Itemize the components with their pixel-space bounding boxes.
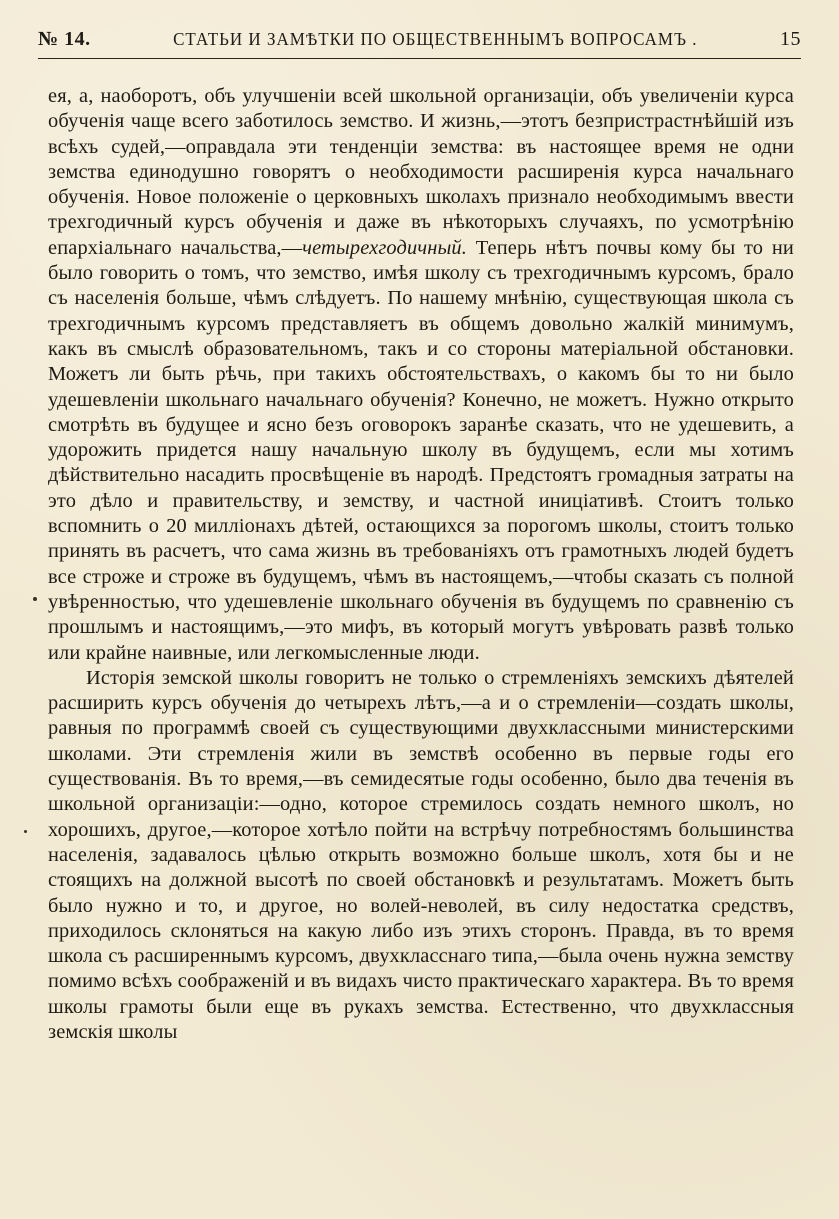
- issue-number: № 14.: [38, 28, 91, 50]
- paragraph-text-end: Теперь нѣтъ почвы кому бы то ни было говорить о томъ, что земство, имѣя школу съ трехгодичнымъ курсомъ, брало съ населенія больше, чѣмъ слѣдуетъ. По нашему мнѣнію, существующая школа съ трехгодичнымъ курсомъ представляетъ въ общемъ довольно жалкій минимумъ, какъ въ смыслѣ образовательномъ, такъ и со стороны матеріальной обстановки. Можетъ ли быть рѣчь, при такихъ обстоятельствахъ, о какомъ бы то ни было удешевленіи школьнаго начальнаго обученія? Конечно, не можетъ. Нужно открыто смотрѣть въ будущее и ясно безъ оговорокъ заранѣе сказать, что не удешевить, а удорожить придется нашу начальную школу въ будущемъ, если мы хотимъ дѣйствительно насадить просвѣщеніе въ народѣ. Предстоятъ громадныя затраты на это дѣло и правительству, и земству, и частной иниціативѣ. Стоитъ только вспомнить о 20 милліонахъ дѣтей, остающихся за порогомъ школы, стоитъ только принять въ расчетъ, что сама жизнь въ требованіяхъ отъ грамотныхъ людей будетъ все строже и строже въ будущемъ, чѣмъ въ настоящемъ,—чтобы сказать съ полной увѣренностью, что удешевленіе школьнаго обученія въ будущемъ по сравненію съ прошлымъ и настоящимъ,—это мифъ, въ который могутъ увѣровать развѣ только или крайне наивные, или легкомысленные люди.: [48, 236, 794, 664]
- section-title: СТАТЬИ И ЗАМѢТКИ ПО ОБЩЕСТВЕННЫМЪ ВОПРОСАМЪ .: [173, 29, 698, 50]
- running-header: [38, 28, 801, 56]
- page-number: 15: [780, 28, 801, 50]
- margin-speck: [33, 597, 37, 601]
- paragraph-history: Исторія земской школы говоритъ не только о стремленіяхъ земскихъ дѣятелей расширить курсъ обученія до четырехъ лѣтъ,—а и о стремленіи—создать школы, равныя по программѣ своей съ существующими двухклассными министерскими школами. Эти стремленія жили въ земствѣ особенно въ первые годы его существованія. Въ то время,—въ семидесятые годы особенно, было два теченія въ школьной организаціи:—одно, которое стремилось создать немного школъ, но хорошихъ, другое,—которое хотѣло пойти на встрѣчу потребностямъ большинства населенія, задавалось цѣлью открыть возможно больше школъ, хотя бы и не стоящихъ на должной высотѣ по своей обстановкѣ и результатамъ. Можетъ быть было нужно и то, и другое, но волей-неволей, въ силу недостатка средствъ, приходилось склоняться на какую либо изъ этихъ сторонъ. Правда, въ то время школа съ расширеннымъ курсомъ, двухкласснаго типа,—была очень нужна земству помимо всѣхъ соображеній и въ видахъ чисто практическаго характера. Въ то время школы грамоты были еще въ рукахъ земства. Естественно, что двухклассныя земскія школы: [48, 666, 794, 1043]
- article-body: [48, 84, 794, 1045]
- emphasized-term: четырехгодичный.: [302, 236, 468, 259]
- margin-speck: [24, 830, 27, 833]
- header-rule: [38, 58, 801, 59]
- paragraph-text-start: ея, а, наоборотъ, объ улучшеніи всей школьной организаціи, объ увеличеніи курса обученія чаще всего заботилось земство. И жизнь,—этотъ безпристрастнѣйшій изъ всѣхъ судей,—оправдала эти тенденціи земства: въ настоящее время не одни земства единодушно говорятъ о необходимости расширенія курса начальнаго обученія. Новое положеніе о церковныхъ школахъ признало необходимымъ ввести трехгодичный курсъ обученія и даже въ нѣкоторыхъ случаяхъ, по усмотрѣнію епархіальнаго начальства,—: [48, 85, 794, 259]
- paragraph-continued: [48, 84, 794, 666]
